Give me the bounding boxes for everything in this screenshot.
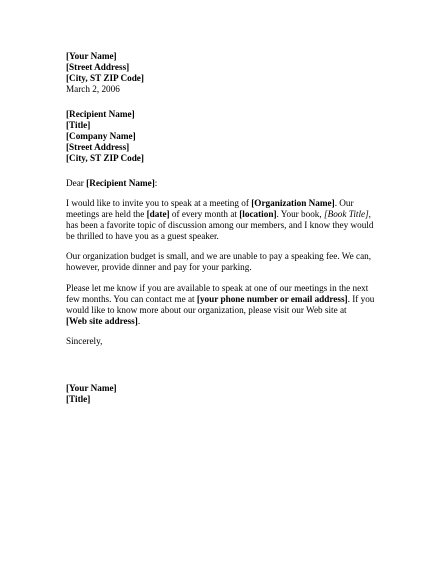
paragraph-text: . Our meetings are held the <box>66 198 354 220</box>
paragraph-text: of every month at <box>169 209 240 220</box>
body-paragraph-budget: Our organization budget is small, and we are unable to pay a speaking fee. We can, however, provide dinner and pay for your parking. <box>66 251 372 273</box>
paragraph-text: . If you would like to know more about our organization, please visit our Web site at <box>66 293 375 315</box>
paragraph-text: . Your book, <box>276 209 324 220</box>
signature-block <box>66 383 378 405</box>
paragraph-text: I would like to invite you to speak at a meeting of <box>66 198 252 209</box>
salutation-name: [Recipient Name] <box>86 178 155 188</box>
recipient-city: [City, ST ZIP Code] <box>66 153 144 163</box>
sender-city: [City, ST ZIP Code] <box>66 73 144 83</box>
sender-street: [Street Address] <box>66 62 130 72</box>
location-placeholder: [location] <box>239 209 277 220</box>
body-paragraph-contact <box>66 283 378 327</box>
recipient-address-block <box>66 109 378 164</box>
paragraph-text: Please let me know if you are available to speak at one of our meetings in the next few months. You can contact me at <box>66 282 369 304</box>
recipient-name: [Recipient Name] <box>66 109 135 119</box>
salutation <box>66 178 378 189</box>
recipient-street: [Street Address] <box>66 142 130 152</box>
closing: Sincerely, <box>66 335 103 346</box>
meeting-date-placeholder: [date] <box>146 209 170 220</box>
salutation-prefix: Dear <box>66 178 87 188</box>
letter-content <box>66 51 378 405</box>
signature-name: [Your Name] <box>66 382 117 393</box>
organization-name-placeholder: [Organization Name] <box>251 198 335 209</box>
website-placeholder: [Web site address] <box>66 315 138 326</box>
sender-address-block <box>66 51 378 95</box>
sender-name: [Your Name] <box>66 51 117 61</box>
signature-title: [Title] <box>66 393 91 404</box>
letter-date: March 2, 2006 <box>66 84 120 94</box>
book-title-placeholder: [Book Title] <box>324 209 369 220</box>
contact-placeholder: [your phone number or email address] <box>196 293 348 304</box>
recipient-title: [Title] <box>66 120 91 130</box>
body-paragraph-invitation <box>66 198 378 242</box>
paragraph-text: , has been a favorite topic of discussion among our members, and I know they would be thrilled to have you as a guest speaker. <box>66 209 374 242</box>
salutation-suffix: : <box>154 178 158 188</box>
recipient-company: [Company Name] <box>66 131 136 141</box>
paragraph-text: . <box>137 315 141 326</box>
